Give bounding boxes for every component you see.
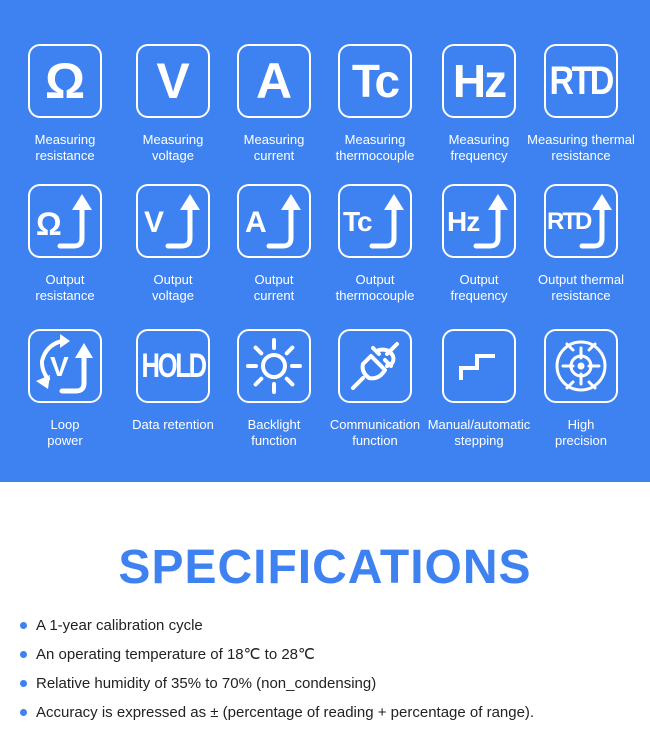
output-ohm-icon: Ω: [28, 184, 102, 258]
feature-communication: [320, 329, 430, 449]
spec-item: A 1-year calibration cycle: [20, 614, 534, 643]
bullet-icon: [20, 680, 27, 687]
arrow-up-icon: [30, 186, 100, 256]
output-amp-icon: A: [237, 184, 311, 258]
ohm-icon: Ω: [28, 44, 102, 118]
feature-caption: Data retention: [132, 417, 214, 432]
feature-caption: Output current: [253, 272, 295, 303]
spec-item: An operating temperature of 18℃ to 28℃: [20, 643, 534, 672]
feature-measuring-current: [219, 44, 329, 164]
output-thermocouple-icon: Tc: [338, 184, 412, 258]
crosshair-icon: [544, 329, 618, 403]
feature-caption: Measuring voltage: [142, 132, 204, 163]
feature-output-thermal-resistance: [524, 184, 638, 304]
step-icon: [442, 329, 516, 403]
arrow-up-icon: [138, 186, 208, 256]
feature-output-frequency: [424, 184, 534, 304]
feature-caption: Backlight function: [247, 417, 301, 448]
plug-icon: [338, 329, 412, 403]
feature-data-retention: [118, 329, 228, 433]
feature-caption: Output frequency: [450, 272, 508, 303]
feature-output-voltage: [118, 184, 228, 304]
loop-power-icon: V: [28, 329, 102, 403]
amp-icon: A: [237, 44, 311, 118]
output-hertz-icon: Hz: [442, 184, 516, 258]
feature-caption: Output thermocouple: [335, 272, 415, 303]
feature-output-thermocouple: [320, 184, 430, 304]
spec-item: Relative humidity of 35% to 70% (non_condensing): [20, 672, 534, 701]
feature-caption: Output thermal resistance: [538, 272, 624, 303]
feature-backlight: [219, 329, 329, 449]
bullet-icon: [20, 651, 27, 658]
feature-caption: Measuring resistance: [34, 132, 96, 163]
loop-arrows-icon: [30, 331, 100, 401]
bullet-icon: [20, 709, 27, 716]
feature-measuring-voltage: [118, 44, 228, 164]
hertz-icon: Hz: [442, 44, 516, 118]
output-rtd-icon: RTD: [544, 184, 618, 258]
specifications-title: SPECIFICATIONS: [118, 541, 532, 594]
arrow-up-icon: [444, 186, 514, 256]
feature-caption: High precision: [554, 417, 608, 448]
arrow-up-icon: [546, 186, 616, 256]
feature-output-resistance: [10, 184, 120, 304]
sun-icon: [237, 329, 311, 403]
feature-output-current: [219, 184, 329, 304]
arrow-up-icon: [340, 186, 410, 256]
specifications-list: [20, 614, 534, 730]
feature-caption: Communication function: [329, 417, 421, 448]
volt-icon: V: [136, 44, 210, 118]
feature-caption: Output resistance: [35, 272, 95, 303]
feature-measuring-frequency: [424, 44, 534, 164]
feature-caption: Measuring thermocouple: [335, 132, 415, 163]
output-volt-icon: V: [136, 184, 210, 258]
feature-caption: Measuring current: [243, 132, 305, 163]
feature-measuring-thermal-resistance: [524, 44, 638, 164]
arrow-up-icon: [239, 186, 309, 256]
spec-item: Accuracy is expressed as ± (percentage of reading + percentage of range).: [20, 701, 534, 730]
feature-measuring-thermocouple: [320, 44, 430, 164]
feature-loop-power: [10, 329, 120, 449]
rtd-icon: RTD: [544, 44, 618, 118]
feature-measuring-resistance: [10, 44, 120, 164]
feature-caption: Measuring thermal resistance: [527, 132, 635, 163]
feature-caption: Measuring frequency: [448, 132, 510, 163]
feature-caption: Loop power: [47, 417, 83, 448]
feature-stepping: [424, 329, 534, 449]
feature-caption: Output voltage: [152, 272, 194, 303]
feature-high-precision: [524, 329, 638, 449]
feature-caption: Manual/automatic stepping: [427, 417, 531, 448]
thermocouple-icon: Tc: [338, 44, 412, 118]
hold-icon: HOLD: [136, 329, 210, 403]
bullet-icon: [20, 622, 27, 629]
